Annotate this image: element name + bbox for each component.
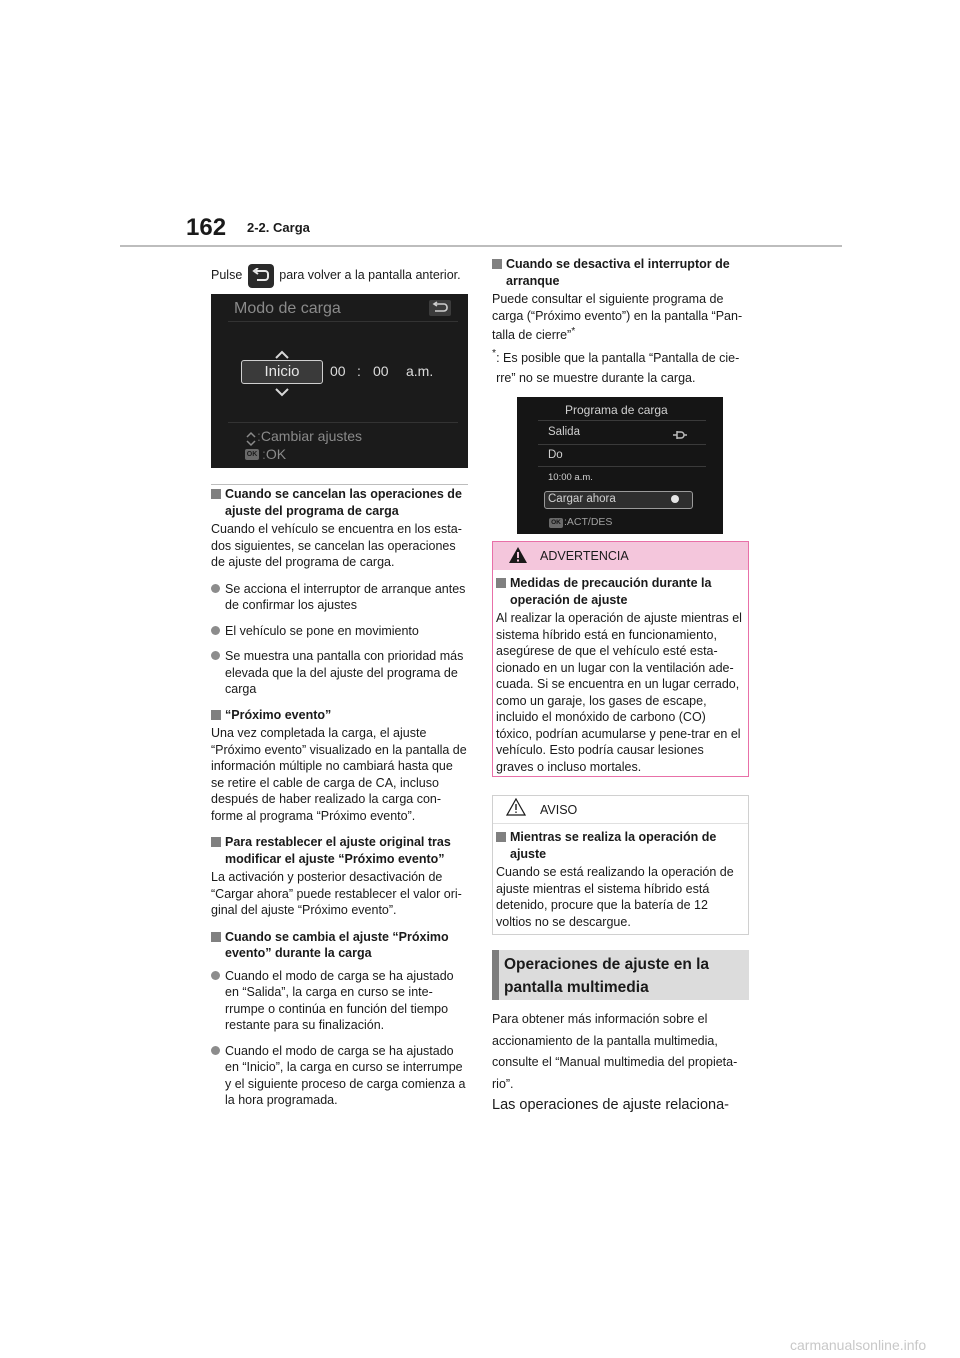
para-restore: La activación y posterior desactivación de “Cargar ahora” puede restablecer el valor ori-ginal del ajuste “Próximo evento”. — [211, 870, 462, 917]
screen2-line-2 — [538, 444, 706, 445]
back-icon — [248, 264, 274, 288]
header-rule — [120, 245, 842, 247]
heading-switch-off: Cuando se desactiva el interruptor de arranque — [492, 256, 749, 289]
intro-pre: Pulse — [211, 268, 243, 282]
hint-change-text: Cambiar ajustes — [260, 428, 363, 444]
warning-content — [496, 575, 744, 785]
heading-restore: Para restablecer el ajuste original tras modificar el ajuste “Próximo evento” — [211, 834, 468, 867]
minute-value: 00 — [373, 363, 389, 379]
warning-text: Al realizar la operación de ajuste mientras el sistema híbrido está en funcionamiento, asegúrese de que el vehículo esté esta-cionado en un lugar con la ventilación ade-cuada. Si se encuentra en un lugar cerrado, como un garaje, los gases de escape, incluido el monóxido de carbono (CO) tóxico, podrían acumularse y pene-trar en el vehículo. Esto podría causar lesiones graves o incluso mortales. — [496, 611, 742, 774]
hint-ok: :OK — [262, 446, 287, 462]
notice-heading: Mientras se realiza la operación de ajuste — [496, 829, 744, 862]
para-cancel: Cuando el vehículo se encuentra en los esta-dos siguientes, se cancelan las operaciones de ajuste del programa de carga. — [211, 522, 462, 569]
heading-cancel: Cuando se cancelan las operaciones de ajuste del programa de carga — [211, 486, 468, 519]
footnote: * : Es posible que la pantalla “Pantalla de cie-rre” no se muestre durante la carga. — [492, 347, 740, 385]
left-column — [211, 486, 468, 1118]
intro-line — [211, 262, 471, 288]
heading-change-during-charge: Cuando se cambia el ajuste “Próximo evento” durante la carga — [211, 929, 468, 962]
notice-text: Cuando se está realizando la operación de ajuste mientras el sistema híbrido está detenido, procure que la batería de 12 voltios no se descargue. — [496, 865, 734, 929]
right-column-top — [492, 256, 749, 388]
section-band-bar — [492, 950, 499, 1000]
screen2-row-departure: Salida — [548, 426, 580, 438]
page-number: 162 — [186, 214, 227, 241]
hint-ok-text: OK — [265, 446, 287, 462]
screen1-bottom-rule — [211, 484, 468, 485]
bullet-2: El vehículo se pone en movimiento — [211, 623, 468, 640]
hour-value: 00 — [330, 363, 346, 379]
screen1-separator — [228, 321, 458, 322]
hint-change-settings: :Cambiar ajustes — [257, 428, 363, 444]
watermark: carmanualsonline.info — [790, 1337, 927, 1353]
warning-heading: Medidas de precaución durante la operación de ajuste — [496, 575, 744, 608]
bullet-5: Cuando el modo de carga se ha ajustado en “Inicio”, la carga en curso se interrumpe y el siguiente proceso de carga comienza a la hora programada. — [211, 1043, 468, 1109]
screen2-line-1 — [538, 420, 706, 421]
screen1-title: Modo de carga — [234, 300, 341, 317]
screen2-title: Programa de carga — [565, 403, 668, 417]
notice-content — [496, 829, 744, 940]
warning-triangle-icon — [508, 546, 528, 569]
ampm-value: a.m. — [406, 363, 434, 379]
screen1-back-icon — [429, 300, 451, 321]
screen2-row-charge-now: Cargar ahora — [548, 493, 616, 505]
notice-title: AVISO — [540, 803, 578, 817]
para-next-event: Una vez completada la carga, el ajuste “Próximo evento” visualizado en la pantalla de información múltiple no cambiará hasta que se retire el cable de carga de CA, incluso después de haber realizado la carga con-forme al programa “Próximo evento”. — [211, 726, 467, 823]
intro-post: para volver a la pantalla anterior. — [279, 268, 461, 282]
time-colon: : — [357, 363, 361, 379]
section-band-title: Operaciones de ajuste en la pantalla multimedia — [504, 956, 710, 996]
section-title: 2-2. Carga — [247, 220, 310, 235]
screen2-row-day: Do — [548, 449, 563, 461]
screen1-separator-2 — [228, 422, 458, 423]
para-related-settings: Las operaciones de ajuste relaciona- — [492, 1097, 729, 1113]
para-switch-off: Puede consultar el siguiente programa de carga (“Próximo evento”) en la pantalla “Pan-talla de cierre”* — [492, 292, 743, 343]
bullet-3: Se muestra una pantalla con prioridad más elevada que la del ajuste del programa de carga — [211, 648, 468, 698]
notice-divider — [493, 823, 748, 824]
warning-title: ADVERTENCIA — [540, 549, 629, 563]
notice-triangle-icon — [506, 798, 526, 821]
toggle-knob-icon — [671, 495, 679, 503]
chevron-down-icon — [275, 384, 289, 402]
screen2-hint: :ACT/DES — [564, 516, 613, 528]
screen2-line-3 — [538, 466, 706, 467]
bullet-4: Cuando el modo de carga se ha ajustado en “Salida”, la carga en curso se inte-rrumpe o continúa en función del tiempo restante para su finalización. — [211, 968, 468, 1034]
bullet-1: Se acciona el interruptor de arranque antes de confirmar los ajustes — [211, 581, 468, 614]
screen2-ok-key-icon: OK — [549, 518, 563, 528]
heading-next-event: “Próximo evento” — [211, 707, 468, 724]
screen2-row-time: 10:00 a.m. — [548, 472, 593, 483]
para-multimedia: Para obtener más información sobre el accionamiento de la pantalla multimedia, consulte el “Manual multimedia del propieta-rio”. — [492, 1012, 738, 1091]
start-mode-selector: Inicio — [241, 360, 323, 384]
ok-key-icon: OK — [246, 451, 258, 458]
